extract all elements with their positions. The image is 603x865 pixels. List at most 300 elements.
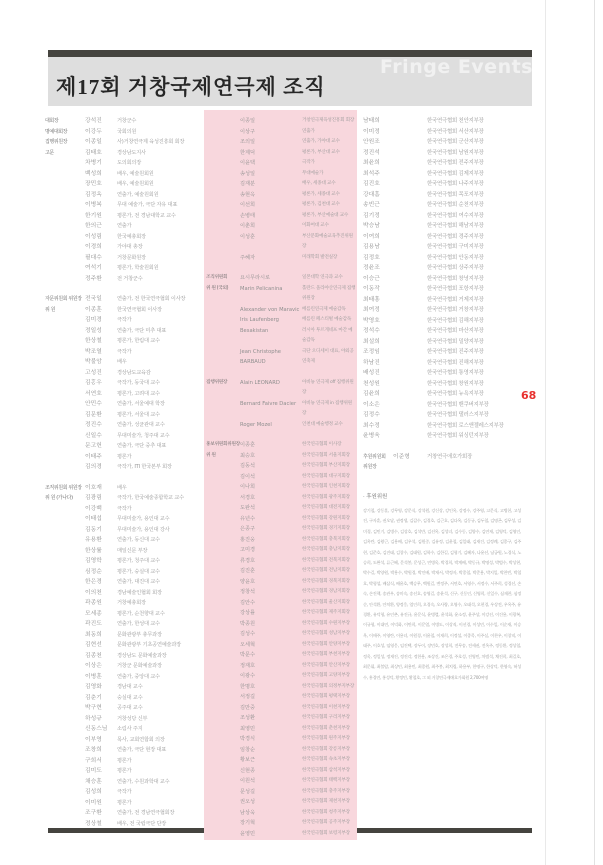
org-row [206,232,356,253]
person-name: 이의천 [85,589,102,596]
row-label: 위 원 (가나다) [45,495,73,501]
org-row [45,294,206,305]
org-row [45,672,206,683]
org-row [206,399,356,420]
person-title: 거창연극애호가회장 [427,453,473,460]
person-title: 한국연극협회 통영지부장 [427,370,484,376]
org-row [45,179,206,190]
person-name: 이승근 [363,275,380,282]
person-title: 한국연극협회 이천지부장 [302,704,350,710]
person-title: 무대예술가 [302,170,324,176]
org-row [206,482,356,493]
person-name: 윤영민 [240,830,256,837]
org-row [363,400,521,411]
org-row [206,440,356,451]
person-title: 배우, 세종대 교수 [302,181,336,186]
column-left [45,116,206,839]
org-row [206,116,356,127]
person-title: 경남예술인협회 회장 [117,589,162,596]
org-row [363,169,521,180]
person-name: 김재분 [240,181,256,187]
org-row [45,410,206,421]
person-name: 정석수 [363,328,380,334]
person-title: 경상남도교육감 [117,369,151,376]
org-row [45,200,206,211]
org-row [363,274,521,285]
row-label: 홍보위원회위원장 [206,442,240,447]
person-title: 거창군수 [117,118,137,124]
person-title: 한국연극협회 포항지부장 [427,286,484,292]
person-name: 송빈근 [363,202,380,208]
org-row [45,703,206,714]
person-name: 하성규 [85,715,102,722]
org-row [363,326,521,337]
person-name: 김정옥 [85,191,102,198]
org-row [45,766,206,777]
person-name: Alain LEONARD [240,379,280,386]
org-row [206,326,356,347]
person-name: 김진훈 [240,568,256,574]
person-title: 공주대 교수 [117,705,143,711]
org-row [206,347,356,368]
person-title: 한국연극협회 안동지부장 [427,254,484,261]
org-row [206,787,356,798]
person-title: 한국연극협회 충북지회장 [302,536,350,542]
person-name: 전국일 [85,296,102,302]
org-row [45,567,206,578]
person-name: 김종천 [85,652,102,659]
org-row [45,399,206,410]
person-name: 이종일 [85,139,102,145]
org-row [363,253,521,264]
person-title: 가야대 총장 [117,244,143,250]
person-title: 한국연극협회 구미지부장 [427,244,484,250]
org-row [363,421,521,432]
org-row [45,148,206,159]
org-row [206,461,356,472]
supporters-names [363,506,521,683]
org-row [45,535,206,546]
person-name: Bernard Faivre Dacier [240,400,297,407]
org-row [206,148,356,159]
person-title: 배우 [117,359,127,365]
person-name: 신일수 [85,432,102,439]
person-title: 평론가, 청주대 교수 [117,558,160,564]
person-name: 강대흠 [363,191,380,198]
person-name: 박구현 [85,705,102,711]
person-name: 유용환 [85,537,102,543]
org-row [363,431,521,442]
person-title: 거창문화원장 [117,254,146,261]
person-title: 한국연극협회 광주지회장 [302,494,350,500]
person-title: 한국연극협회 서울지회장 [302,452,350,458]
person-name: 오세혁 [240,641,256,648]
org-row [45,263,206,274]
org-row [363,200,521,211]
person-title: 한국연극협회 전북지회장 [302,557,350,563]
person-name: 천성원 [363,380,380,387]
person-title: 극작가 [117,505,132,512]
person-name: 심정순 [85,568,102,575]
person-name: 한상률 [85,547,102,554]
person-name: 서정길 [240,694,256,700]
person-name: 정창석 [240,589,256,595]
row-label: 자문위원회 위원장 [45,296,82,302]
person-title: 한국연극협회 여수지부장 [427,212,484,219]
org-row [363,190,521,201]
person-name: 김진호 [363,181,380,187]
person-title: 도의회의장 [117,160,142,166]
person-name: 신현종 [240,767,256,774]
org-row [206,713,356,724]
person-title: 한국연극협회 충남지회장 [302,547,350,552]
page-number: 68 [521,389,537,402]
org-row [45,651,206,662]
row-label: 위 원 (국외) [206,285,229,291]
person-title: 평론가 [117,757,132,764]
person-title: 평론가, 순천향대 교수 [117,610,165,617]
person-title: 한국연극협회 창원지부장 [427,380,484,387]
person-title: 무대미술가, 용인대 교수 [117,516,170,522]
org-row [206,315,356,326]
org-row [45,158,206,169]
person-name: 고미경 [240,547,256,553]
person-name: 김광림 [85,495,102,501]
person-title: 매일신문 부장 [117,547,148,554]
person-name: 임창순 [240,746,256,753]
org-row [206,734,356,745]
person-title: 연출가, 대진대 교수 [117,579,160,585]
person-name: 최영민 [240,725,256,732]
page-title: 제17회 거창국제연극제 조직 [56,75,326,99]
org-row [363,379,521,390]
person-title: 경상남도지사 [117,149,146,156]
person-name: 김윤희 [363,391,380,397]
person-title: 거창군 문화예술과장 [117,663,162,669]
person-name: 조구환 [85,810,102,816]
person-name: 박불암 [85,359,102,365]
person-name: 주혜자 [240,254,256,261]
person-title: 연출가, 전 한국연극협회 이사장 [117,296,186,302]
person-name: 최태흥 [363,296,380,303]
person-name: 정일성 [85,327,102,334]
row-label: 집행위원장 [206,379,228,385]
person-name: 김성희 [85,789,102,795]
org-row [45,347,206,358]
person-title: 한국연극협회 보령지부장 [302,830,350,836]
person-title: 한국연극협회 진해지부장 [427,359,484,366]
person-title: 배우, 예술원회원 [117,170,154,177]
org-row [206,818,356,829]
person-name: 한제덕 [240,149,256,156]
person-title: 평론가, 한림대 교수 [117,338,160,344]
person-name: 송성일 [240,170,256,177]
person-name: 김영화 [85,684,102,690]
supporters-name-list: 강기철, 강동훈, 강무영, 강문식, 강석원, 강신상, 강인옥, 강정수, 강주영, 고문식, 고병헌, 고성진, 구자훈, 권오달, 권정생, 김갑수, 김경호, 김근호, 김다옥, 김동규, 김두철, 김명곤, 김무성, 김미경, 김민기, 김병수, 김상호, 김석만, 김선옥, 김성녀, 김수동, 김양수, 김연재, 김영덕, 김영인, 김옥란, 김왕근, 김용배, 김우석, 김원중, 김유정, 김윤철, 김일태, 김재건, 김정례, 김종구, 김주현, 김준호, 김진태, 김창수, 김태원, 김학수, 김한길, 김형기, 김혜자, 나윤선, 남궁원, 노경식, 노승희, 도완석, 류근혜, 문석봉, 문성근, 민병욱, 박경희, 박계배, 박동규, 박명성, 박범수, 박상현, 박수길, 박양원, 박용수, 박원경, 박인배, 박재서, 박정자, 박종철, 박준용, 박지일, 박찬빈, 박철호, 박형섭, 배삼식, 배윤호, 백승무, 백원길, 변정주, 서연호, 서영수, 서정수, 서주희, 성경선, 손숙, 손진책, 송관우, 송미숙, 송선호, 송영길, 송윤석, 신구, 신동인, 신영희, 신일수, 심재찬, 심정순, 안석환, 안치환, 양정웅, 엄인희, 오경숙, 오사량, 오영수, 오태석, 오현경, 우상전, 우옥주, 유경환, 유덕형, 유인촌, 유진규, 윤문식, 윤병렬, 윤석화, 윤소정, 윤주상, 이강선, 이건용, 이광복, 이규형, 이대연, 이덕화, 이만희, 이문열, 이병도, 이상직, 이선경, 이성민, 이수일, 이순재, 이승옥, 이애주, 이영란, 이용녀, 이원경, 이윤철, 이재희, 이정섭, 이종목, 이주실, 이찬우, 이창직, 이태주, 이호성, 임영웅, 임진택, 장두이, 장민호, 장성희, 전무송, 전세권, 전옥주, 정동환, 정상철, 정욱, 정일성, 정재진, 정진각, 정한용, 조상건, 조은경, 주호성, 진영민, 차범석, 채진희, 최길호, 최문휘, 최불암, 최상민, 최용민, 최종원, 최주봉, 최치림, 하용부, 한명구, 한상덕, 한영숙, 허성수, 홍경연, 홍성덕, 황정민, 황철호, [363,508,521,680]
person-title: 베를린연극제 예술감독 [302,306,346,312]
org-row [45,462,206,473]
person-title: 한국연극협회 뉴욕지부장 [427,391,484,397]
person-title: 한국연극협회 인천지회장 [302,484,350,489]
person-title: 숭실대 교수 [117,694,143,701]
org-row [206,619,356,630]
person-title: 평론가, 서울대 교수 [117,411,160,418]
row-label: 대회장 [45,118,59,124]
person-name: 여석기 [85,265,102,271]
person-name: 정재호 [240,662,256,669]
person-title: 한국연극협회 순천지부장 [427,202,484,208]
org-row [206,629,356,640]
row-label: 위원장 [363,464,377,470]
column-right [363,116,521,483]
org-row [45,504,206,515]
person-name: 곽종원 [85,600,102,606]
org-row [363,410,521,421]
org-row [206,472,356,483]
person-title: 연출가, 한성대 교수 [117,621,160,627]
person-title: 한국연극협회 부산지회장 [302,463,350,468]
person-name: 김동석 [240,463,256,469]
person-title: 연출가, 극단 현장 대표 [117,747,167,753]
person-title: 평론가, 부산예술대 교수 [302,212,349,218]
person-name: 곽진도 [85,621,102,627]
person-title: 문화관광부 총무과장 [117,631,162,638]
org-row [45,137,206,148]
leadership-section [45,116,206,284]
person-title: 이화여대 교수 [302,223,329,228]
person-name: 요시무라시로 [240,275,271,281]
person-name: 김동기 [85,526,102,533]
org-row [206,535,356,546]
org-row [206,545,356,556]
org-row [45,714,206,725]
person-title: 연출가, 서울예대 학장 [117,401,165,407]
person-title: 한국연극협회 창녕지부장 [427,275,484,282]
person-name: 박종원 [240,620,256,627]
person-name: Marin Pelicanina [240,285,283,292]
person-name: 이강백 [85,505,102,512]
org-row [45,682,206,693]
person-name: 이태주 [85,453,102,460]
person-name: 박승남 [363,223,380,229]
org-row [45,756,206,767]
org-row [206,661,356,672]
org-row [45,357,206,368]
org-row [45,724,206,735]
org-row [45,452,206,463]
org-row [45,305,206,316]
person-name: 최수정 [363,422,380,429]
org-row [363,295,521,306]
person-name: 하남진 [363,359,380,366]
person-title: 미래학회 발전실장 [302,254,338,260]
person-name: 모세종 [85,610,102,617]
org-row [45,274,206,285]
supporters-tail: 그 외 거창연극제애호가회원 2,700여명 [422,674,489,680]
person-title: 평론가, 고려대 교수 [117,390,160,397]
person-name: 김춘기 [85,694,102,701]
org-row [206,137,356,148]
person-name: 한의근 [85,223,102,229]
person-title: 한국연극협회 군산지부장 [427,139,484,145]
org-row [363,284,521,295]
org-row [206,766,356,777]
org-row [206,305,356,316]
person-name: 박영호 [363,317,380,324]
org-row [206,158,356,169]
org-row [206,682,356,693]
org-row [45,441,206,452]
org-row [363,179,521,190]
org-row [206,284,356,305]
person-name: 양윤호 [240,578,256,585]
person-name: 강상률 [240,610,256,616]
person-name: 채승훈 [85,778,102,785]
person-name: 정윤조 [363,265,380,271]
org-row [45,609,206,620]
person-name: 이준형 [393,453,410,460]
person-title: 한국연극협회 경주지부장 [427,233,484,240]
person-title: 배우 [117,484,127,491]
person-title: 경상남도 문화예술과장 [117,652,167,659]
person-title: 일본대학 연극과 교수 [302,275,343,280]
person-name: 이경희 [85,244,102,250]
org-row [45,787,206,798]
person-title: 한국연극협회 청주지부장 [302,809,350,815]
person-name: 조정임 [363,349,380,355]
org-row [45,431,206,442]
person-name: 이나희 [240,484,256,490]
person-name: 정상철 [85,820,102,827]
row-label: 고문 [45,149,54,156]
person-name: 김미경 [85,317,102,323]
person-title: 평론가, 세종대 교수 [302,191,340,197]
org-row [206,556,356,567]
person-title: 한국연극협회 나주지부장 [427,181,484,187]
org-row [45,368,206,379]
person-name: 이윤택 [240,160,256,166]
person-title: 한국연극협회 제주지회장 [302,610,350,615]
org-row [206,493,356,504]
person-title: 홀란드 올라야산연극제 집행위원장 [302,285,356,301]
org-row [363,211,521,222]
org-row [206,566,356,577]
row-label: 명예대회장 [45,128,68,135]
person-title: 한국연극협회 남원지부장 [427,149,484,156]
person-name: 백성희 [85,170,102,177]
person-title: 한국연극협회 제천지부장 [302,799,350,804]
person-title: 한국연극협회 평택지부장 [302,694,350,699]
person-name: 한상철 [85,338,102,344]
pr-committee-section [206,440,356,839]
person-name: 이병훈 [85,673,102,680]
person-name: 권오성 [240,799,256,805]
fringe-events-watermark: Fringe Events [380,56,533,78]
person-title: 한국연극협회 속초지부장 [302,757,350,762]
person-title: 베를린 페스티벌 예술감독 [302,317,352,322]
org-row [206,221,356,232]
person-name: 최석주 [363,170,380,177]
org-row [45,525,206,536]
person-title: 평론가 [117,453,132,460]
org-row [363,347,521,358]
patron-committee-section [363,452,521,473]
person-title: 한국연극협회 강원지회장 [302,515,350,521]
person-name: 황보근 [240,757,256,763]
person-name: 장민호 [85,181,102,187]
org-row [45,514,206,525]
person-title: 연출가 [117,223,132,229]
person-title: 한국연극협회 거창지부장 [427,307,484,313]
org-row [206,169,356,180]
person-name: 최설희 [363,338,380,345]
person-name: 이부영 [85,736,102,743]
person-title: 한국연극협회 공주지부장 [302,820,350,825]
person-title: 연출가, 중앙대 교수 [117,673,160,680]
person-title: 한국연극협회 밀양지부장 [427,338,484,345]
person-title: 전 거창군수 [117,275,143,282]
person-name: 이성훈 [240,233,256,240]
person-title: 한국연극협회 로스앤젤레스지부장 [427,422,504,429]
person-title: 평론가, 학술원회원 [117,265,159,271]
org-row [206,253,356,264]
person-title: 아비뇽 연극제 off 집행위원장 [302,379,354,395]
org-row [45,598,206,609]
person-title: 한국연극협회 밴쿠버지부장 [427,401,489,408]
person-name: 류경호 [240,557,256,564]
person-name: 김이석 [240,473,256,480]
org-row [363,337,521,348]
person-title: 거창예총회장 [117,600,146,606]
person-name: 박문수 [240,652,256,658]
person-name: 이상은 [85,663,102,669]
org-row [363,127,521,138]
person-name: 김문환 [85,411,102,418]
person-name: 이미원 [85,799,102,806]
org-row [45,127,206,138]
person-name: Alexander von Maravic [240,306,300,313]
person-title: 한국연극협회 춘천지부장 [302,725,350,731]
org-row [206,703,356,714]
person-name: 유년수 [240,515,256,522]
person-title: 평론가, 김천대 교수 [302,202,340,207]
org-row [45,588,206,599]
person-title: 한국연극협회 상주지부장 [427,265,484,271]
person-name: Jean Christophe BARBAUD [240,348,282,365]
person-title: 연출가, 가야대 교수 [302,139,340,144]
person-name: 김미도 [85,768,102,774]
person-name: 차병기 [85,160,102,166]
org-row [45,661,206,672]
person-name: 김정수 [363,412,380,418]
person-title: 한국연극협회 해남지부장 [427,223,484,229]
person-name: 김현선 [85,642,102,648]
org-row [363,148,521,159]
person-name: 김의경 [85,464,102,470]
org-row [363,358,521,369]
person-name: 은종구 [240,526,256,532]
org-row [45,378,206,389]
advisory-committee-section [45,294,206,473]
person-title: 한국연극협회 김해지부장 [427,317,484,324]
executive-chairs-section [206,378,356,431]
person-name: 서연호 [85,390,102,397]
person-name: 이호재 [85,484,102,491]
org-row [206,179,356,190]
supporters-block [363,492,521,683]
person-name: 최승호 [240,452,256,459]
org-row [45,577,206,588]
